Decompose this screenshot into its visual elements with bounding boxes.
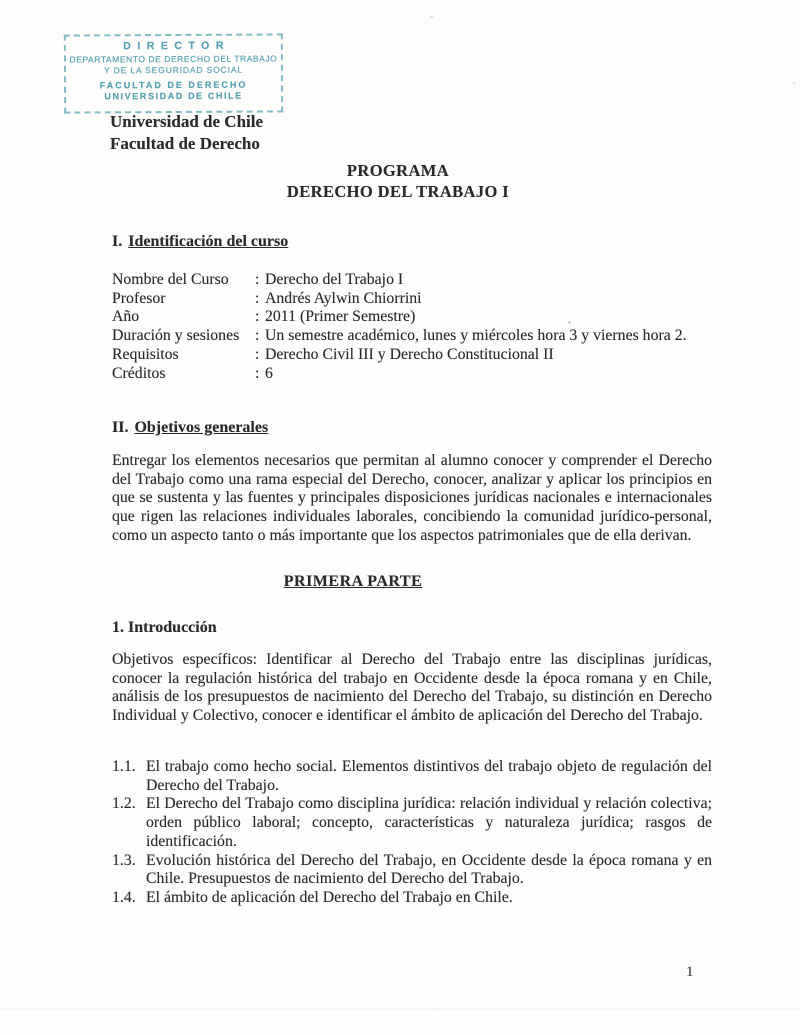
scan-speckle xyxy=(793,82,795,84)
page-number: 1 xyxy=(686,964,694,980)
scan-speckle xyxy=(430,16,433,18)
list-item-text: El Derecho del Trabajo como disciplina jurídica: relación individual y relación colectiva; orden público laboral; concepto, características y naturaleza jurídica; rasgos de identificación. xyxy=(146,795,712,850)
list-item-number: 1.4. xyxy=(112,888,136,906)
section-number: I. xyxy=(112,233,123,250)
course-identification-fields xyxy=(112,271,732,383)
field-row-requisitos xyxy=(112,346,732,365)
title-course: DERECHO DEL TRABAJO I xyxy=(286,182,510,201)
field-colon: : xyxy=(255,308,260,326)
stamp-line: FACULTAD DE DERECHO xyxy=(99,79,248,91)
field-value: 6 xyxy=(265,364,273,382)
scanner-artifact-line xyxy=(0,1008,800,1010)
field-label: Nombre del Curso xyxy=(112,271,229,288)
field-label: Profesor xyxy=(112,289,166,307)
letterhead-university: Universidad de Chile xyxy=(110,112,264,131)
section-identification-heading xyxy=(112,233,288,251)
field-label: Año xyxy=(112,308,140,326)
list-item xyxy=(112,889,712,908)
section-number: II. xyxy=(112,419,129,436)
list-item-number: 1.3. xyxy=(112,851,136,869)
field-label: Requisitos xyxy=(112,345,179,363)
letterhead-faculty: Facultad de Derecho xyxy=(110,134,260,153)
letterhead xyxy=(110,111,263,155)
field-colon: : xyxy=(255,327,260,345)
primera-parte-heading xyxy=(112,573,594,591)
field-colon: : xyxy=(255,345,260,363)
objetivos-especificos-paragraph: Objetivos específicos: Identificar al Derecho del Trabajo entre las disciplinas jurídicas, conocer la regulación histórica del trabajo en Occidente desde la época romana y en Chile, análisis de los presupuestos de nacimiento del Derecho del Trabajo, su distinción en Derecho Individual y Colectivo, conocer e identificar el ámbito de aplicación del Derecho del Trabajo. xyxy=(112,651,712,725)
scan-speckle xyxy=(568,321,571,324)
field-row-profesor xyxy=(112,290,732,309)
objetivos-generales-paragraph: Entregar los elementos necesarios que permitan al alumno conocer y comprender el Derecho del Trabajo como una rama especial del Derecho, conocer, analizar y aplicar los principios en que se sustenta y las fuentes y principales disposiciones jurídicas nacionales e internacionales que rigen las relaciones individuales laborales, concibiendo la comunidad jurídico-personal, como un aspecto tanto o más importante que los aspectos patrimoniales que de ella derivan. xyxy=(112,452,712,544)
stamp-line: DIRECTOR xyxy=(123,39,230,53)
field-colon: : xyxy=(255,271,260,288)
introduccion-heading: 1. Introducción xyxy=(112,619,217,636)
list-item xyxy=(112,852,712,889)
primera-parte-text: PRIMERA PARTE xyxy=(283,573,423,590)
stamp-line: UNIVERSIDAD DE CHILE xyxy=(104,90,243,102)
list-item xyxy=(112,795,712,851)
field-colon: : xyxy=(255,364,260,382)
topic-list xyxy=(112,758,712,908)
stamp-line: DEPARTAMENTO DE DERECHO DEL TRABAJO xyxy=(69,53,278,65)
list-item xyxy=(112,758,712,795)
field-row-ano xyxy=(112,308,732,327)
field-value: Derecho del Trabajo I xyxy=(265,271,404,288)
document-title xyxy=(112,160,684,202)
list-item-number: 1.1. xyxy=(112,758,136,775)
list-item-text: El trabajo como hecho social. Elementos distintivos del trabajo objeto de regulación del Derecho del Trabajo. xyxy=(146,758,712,794)
section-objetivos-heading xyxy=(112,419,268,437)
section-title: Identificación del curso xyxy=(128,233,289,250)
field-value: 2011 (Primer Semestre) xyxy=(265,308,416,326)
field-value: Derecho Civil III y Derecho Constitucional II xyxy=(265,345,554,363)
title-programa: PROGRAMA xyxy=(346,161,450,180)
field-colon: : xyxy=(255,289,260,307)
field-row-duracion xyxy=(112,327,732,346)
stamp-line: Y DE LA SEGURIDAD SOCIAL xyxy=(103,64,243,76)
list-item-number: 1.2. xyxy=(112,795,136,813)
field-value: Andrés Aylwin Chiorrini xyxy=(265,289,422,307)
field-label: Créditos xyxy=(112,364,166,382)
section-title: Objetivos generales xyxy=(134,419,269,436)
department-stamp xyxy=(64,33,283,113)
field-label: Duración y sesiones xyxy=(112,327,240,345)
field-value: Un semestre académico, lunes y miércoles hora 3 y viernes hora 2. xyxy=(265,327,687,345)
field-row-nombre xyxy=(112,271,732,290)
field-row-creditos xyxy=(112,365,732,384)
list-item-text: Evolución histórica del Derecho del Trabajo, en Occidente desde la época romana y en Chile. Presupuestos de nacimiento del Derecho del Trabajo. xyxy=(146,851,712,888)
list-item-text: El ámbito de aplicación del Derecho del Trabajo en Chile. xyxy=(146,888,513,906)
